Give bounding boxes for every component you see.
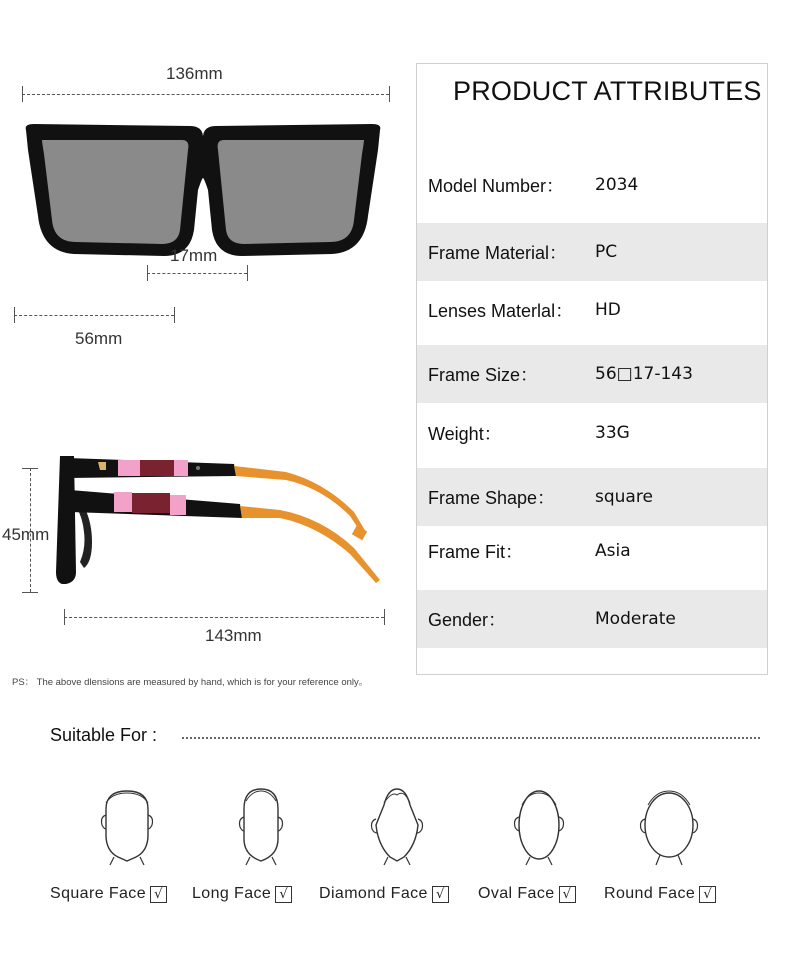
square-face-icon (92, 785, 162, 867)
suitable-for-heading: Suitable For : (50, 725, 158, 745)
dimension-tick (174, 307, 175, 323)
attr-label: Lenses Materlal： (428, 301, 574, 321)
attr-label: Weight： (428, 424, 502, 444)
checkmark-icon: √ (275, 886, 292, 903)
face-label-text: Diamond Face (319, 885, 428, 902)
attr-value: 33G (595, 423, 630, 443)
long-face-icon (226, 785, 296, 867)
face-label-long (192, 885, 292, 903)
dimension-tick (64, 609, 65, 625)
checkmark-icon: √ (559, 886, 576, 903)
lens-width-label: 56mm (75, 329, 123, 348)
attr-label: Frame Size： (428, 365, 539, 385)
glasses-front-image (20, 120, 386, 260)
face-label-text: Round Face (604, 885, 696, 902)
attr-row-frame-size (417, 345, 767, 403)
dimension-tick (22, 592, 38, 593)
bridge-dimension-line (147, 273, 247, 274)
dimension-tick (14, 307, 15, 323)
attr-label: Frame Fit： (428, 542, 524, 562)
attr-row-frame-shape (417, 468, 767, 526)
dimension-tick (247, 265, 248, 281)
attr-value: 56□17-143 (595, 364, 693, 384)
attr-value: Moderate (595, 609, 676, 629)
product-attributes-panel (416, 63, 768, 675)
face-label-text: Square Face (50, 885, 147, 902)
attr-label: Model Number： (428, 176, 565, 196)
attr-label: Frame Material： (428, 243, 568, 263)
attr-value: 2034 (595, 175, 639, 195)
temple-length-label: 143mm (205, 626, 262, 645)
attr-value: Asia (595, 541, 631, 561)
face-label-square (50, 885, 167, 903)
face-label-text: Oval Face (478, 885, 555, 902)
attr-value: HD (595, 300, 621, 320)
face-label-round (604, 885, 716, 903)
dimension-tick (22, 86, 23, 102)
checkmark-icon: √ (432, 886, 449, 903)
lens-width-dimension-line (14, 315, 174, 316)
glasses-side-image (54, 452, 386, 586)
attr-value: PC (595, 242, 618, 262)
total-width-dimension-line (22, 94, 389, 95)
checkmark-icon: √ (150, 886, 167, 903)
dimension-tick (147, 265, 148, 281)
oval-face-icon (504, 785, 574, 867)
attr-label: Gender： (428, 610, 507, 630)
dimension-tick (384, 609, 385, 625)
attr-row-model-number (417, 156, 767, 214)
panel-title: PRODUCT ATTRIBUTES (453, 76, 762, 106)
measurement-note: PS： The above dlensions are measured by hand, which is for your reference only。 (12, 677, 369, 688)
dotted-divider (182, 737, 760, 739)
face-label-text: Long Face (192, 885, 272, 902)
dimension-tick (389, 86, 390, 102)
attr-row-frame-material (417, 223, 767, 281)
total-width-label: 136mm (166, 64, 223, 83)
dimension-tick (22, 468, 38, 469)
face-label-diamond (319, 885, 449, 903)
attr-label: Frame Shape： (428, 488, 556, 508)
temple-length-dimension-line (64, 617, 384, 618)
attr-row-weight (417, 404, 767, 462)
face-label-oval (478, 885, 576, 903)
attr-row-gender (417, 590, 767, 648)
round-face-icon (634, 785, 704, 867)
lens-height-label: 45mm (2, 525, 50, 544)
attr-value: square (595, 487, 653, 507)
diamond-face-icon (362, 785, 432, 867)
checkmark-icon: √ (699, 886, 716, 903)
attr-row-frame-fit (417, 522, 767, 580)
bridge-label: 17mm (170, 246, 218, 265)
attr-row-lenses-material (417, 281, 767, 339)
